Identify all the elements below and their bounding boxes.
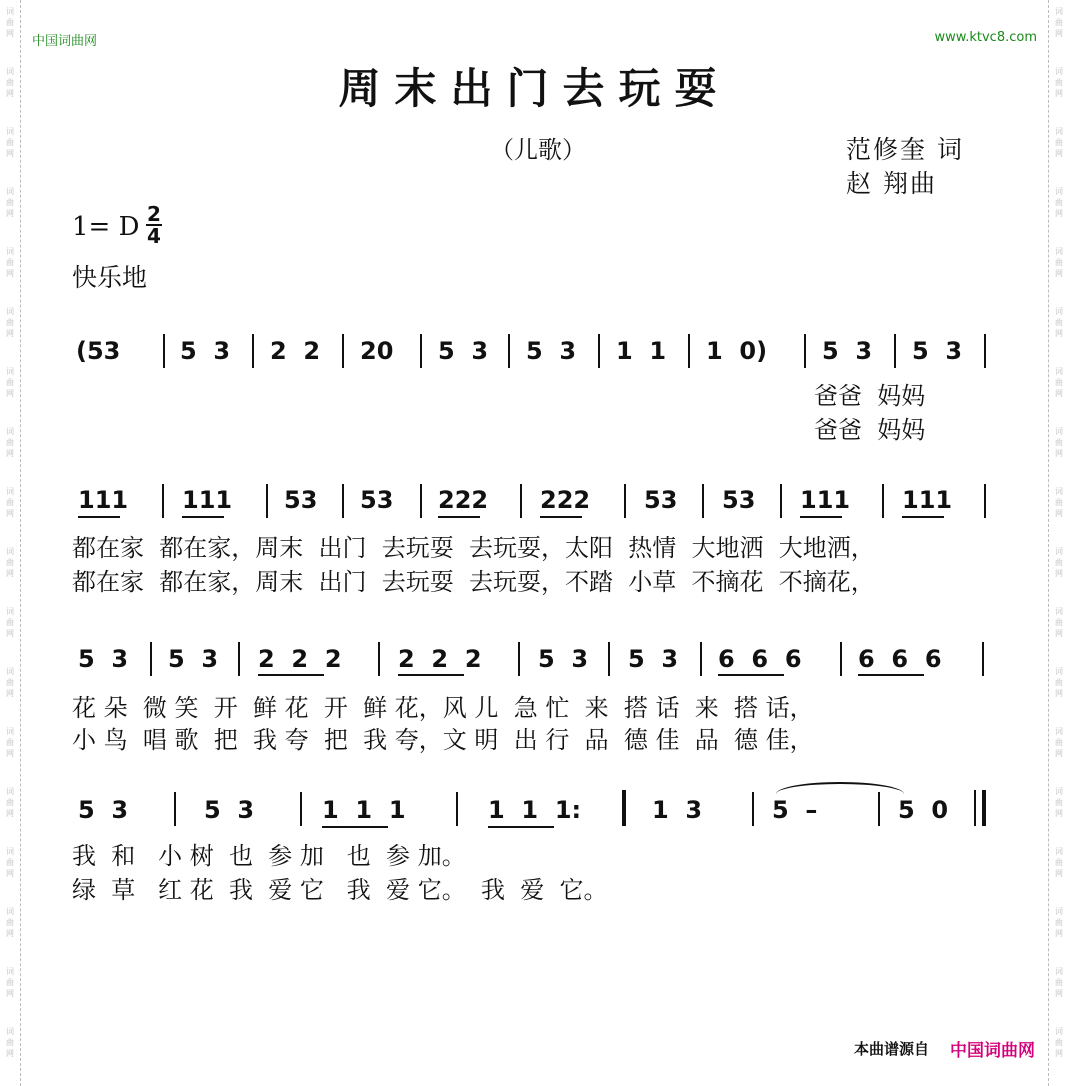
watermark-text: 词曲网 (1055, 487, 1063, 518)
measure-note: 5 0 (898, 796, 949, 824)
composer-credit: 赵 翔曲 (846, 169, 937, 198)
measure-note: 5 3 (168, 645, 219, 673)
measure-note: 6 6 6 (718, 645, 802, 673)
site-name-left[interactable]: 中国词曲网 (32, 34, 98, 49)
lyric-verse-1: 我 和 小 树 也 参 加 也 参 加。 (72, 842, 466, 870)
measure-note: 222 (540, 486, 591, 514)
lyric-verse-1: 花 朵 微 笑 开 鲜 花 开 鲜 花，风 儿 急 忙 来 搭 话 来 搭 话， (72, 694, 814, 722)
eighth-underline (718, 674, 784, 676)
measure-note: 1 1 1: (488, 796, 582, 824)
watermark-text: 词曲网 (1055, 607, 1063, 638)
watermark-text: 词曲网 (1055, 727, 1063, 758)
lyricist-credit: 范修奎 词 (846, 135, 964, 164)
watermark-text: 词曲网 (1055, 427, 1063, 458)
watermark-text: 词曲网 (6, 607, 14, 638)
final-barline-thin (974, 790, 976, 826)
watermark-text: 词曲网 (1055, 667, 1063, 698)
measure-note: 20 (360, 337, 394, 365)
measure-note: 5 3 (822, 337, 873, 365)
measure-note: 222 (438, 486, 489, 514)
watermark-text: 词曲网 (1055, 127, 1063, 158)
measure-note: 53 (644, 486, 678, 514)
watermark-text: 词曲网 (6, 907, 14, 938)
watermark-text: 词曲网 (6, 427, 14, 458)
bar-line (700, 642, 702, 676)
watermark-text: 词曲网 (1055, 187, 1063, 218)
watermark-text: 词曲网 (1055, 67, 1063, 98)
bar-line (518, 642, 520, 676)
watermark-text: 词曲网 (6, 67, 14, 98)
bar-line (420, 334, 422, 368)
bar-line (508, 334, 510, 368)
eighth-underline (322, 826, 388, 828)
bar-line (984, 484, 986, 518)
watermark-text: 词曲网 (6, 367, 14, 398)
measure-note: 1 1 (616, 337, 667, 365)
bar-line (984, 334, 986, 368)
tie-arc (776, 782, 904, 794)
bar-line (520, 484, 522, 518)
bar-line (598, 334, 600, 368)
measure-note: 2 2 2 (398, 645, 482, 673)
watermark-text: 词曲网 (1055, 907, 1063, 938)
measure-note: 5 3 (78, 796, 129, 824)
measure-note: 5 3 (628, 645, 679, 673)
bar-line (882, 484, 884, 518)
song-genre: （儿歌） (490, 136, 586, 164)
lyric-verse-2: 小 鸟 唱 歌 把 我 夸 把 我 夸，文 明 出 行 品 德 佳 品 德 佳， (72, 726, 814, 754)
measure-note: 5 3 (78, 645, 129, 673)
watermark-text: 词曲网 (6, 847, 14, 878)
watermark-text: 词曲网 (6, 307, 14, 338)
measure-note: 111 (800, 486, 851, 514)
site-url-right[interactable]: www.ktvc8.com (934, 30, 1037, 45)
bar-line (378, 642, 380, 676)
measure-note: 1 3 (652, 796, 703, 824)
bar-line (878, 792, 880, 826)
bar-line (342, 484, 344, 518)
bar-line (300, 792, 302, 826)
measure-note: 2 2 (270, 337, 321, 365)
watermark-text: 词曲网 (1055, 1027, 1063, 1058)
bar-line (420, 484, 422, 518)
source-site-link[interactable]: 中国词曲网 (950, 1041, 1035, 1061)
key-signature: 1= D (72, 212, 140, 242)
bar-line (780, 484, 782, 518)
bar-line (342, 334, 344, 368)
eighth-underline (858, 674, 924, 676)
eighth-underline (540, 516, 582, 518)
bar-line (624, 484, 626, 518)
repeat-end-barline (622, 790, 626, 826)
bar-line (238, 642, 240, 676)
watermark-text: 词曲网 (6, 667, 14, 698)
watermark-text: 词曲网 (1055, 967, 1063, 998)
watermark-text: 词曲网 (6, 1027, 14, 1058)
watermark-text: 词曲网 (6, 967, 14, 998)
bar-line (840, 642, 842, 676)
eighth-underline (800, 516, 842, 518)
measure-note: 5 3 (912, 337, 963, 365)
bar-line (608, 642, 610, 676)
measure-note: 5 3 (438, 337, 489, 365)
measure-note: 5 3 (180, 337, 231, 365)
lyric-verse-1: 都在家 都在家，周末 出门 去玩耍 去玩耍，太阳 热情 大地洒 大地洒， (72, 534, 875, 562)
bar-line (702, 484, 704, 518)
song-title: 周末出门去玩耍 (338, 64, 731, 113)
measure-note: 5 3 (204, 796, 255, 824)
measure-note: (53 (76, 337, 121, 365)
lyric-verse-2: 爸爸 妈妈 (814, 416, 926, 444)
bar-line (252, 334, 254, 368)
watermark-text: 词曲网 (6, 127, 14, 158)
bar-line (163, 334, 165, 368)
bar-line (752, 792, 754, 826)
watermark-text: 词曲网 (6, 487, 14, 518)
watermark-text: 词曲网 (6, 187, 14, 218)
watermark-text: 词曲网 (6, 727, 14, 758)
bar-line (162, 484, 164, 518)
measure-note: 1 1 1 (322, 796, 406, 824)
watermark-text: 词曲网 (1055, 787, 1063, 818)
lyric-verse-2: 绿 草 红 花 我 爱 它 我 爱 它。 我 爱 它。 (72, 876, 608, 904)
eighth-underline (398, 674, 464, 676)
measure-note: 53 (360, 486, 394, 514)
measure-note: 53 (284, 486, 318, 514)
eighth-underline (78, 516, 120, 518)
measure-note: 5 3 (526, 337, 577, 365)
tempo-marking: 快乐地 (72, 263, 148, 292)
time-signature-bottom: 4 (147, 224, 161, 248)
lyric-verse-1: 爸爸 妈妈 (814, 382, 926, 410)
measure-note: 5 3 (538, 645, 589, 673)
bar-line (688, 334, 690, 368)
measure-note: 5 – (772, 796, 818, 824)
watermark-text: 词曲网 (6, 547, 14, 578)
bar-line (456, 792, 458, 826)
bar-line (804, 334, 806, 368)
watermark-text: 词曲网 (1055, 307, 1063, 338)
watermark-text: 词曲网 (6, 247, 14, 278)
measure-note: 6 6 6 (858, 645, 942, 673)
eighth-underline (438, 516, 480, 518)
watermark-text: 词曲网 (1055, 847, 1063, 878)
eighth-underline (902, 516, 944, 518)
watermark-text: 词曲网 (1055, 7, 1063, 38)
measure-note: 111 (902, 486, 953, 514)
eighth-underline (488, 826, 554, 828)
eighth-underline (182, 516, 224, 518)
measure-note: 111 (78, 486, 129, 514)
bar-line (174, 792, 176, 826)
watermark-text: 词曲网 (6, 787, 14, 818)
watermark-text: 词曲网 (6, 7, 14, 38)
time-signature-top: 2 (147, 202, 161, 226)
bar-line (982, 642, 984, 676)
lyric-verse-2: 都在家 都在家，周末 出门 去玩耍 去玩耍，不踏 小草 不摘花 不摘花， (72, 568, 875, 596)
measure-note: 111 (182, 486, 233, 514)
measure-note: 1 0) (706, 337, 768, 365)
measure-note: 2 2 2 (258, 645, 342, 673)
watermark-text: 词曲网 (1055, 247, 1063, 278)
final-barline-thick (982, 790, 986, 826)
time-signature (146, 204, 162, 246)
source-label: 本曲谱源自 (853, 1040, 929, 1058)
bar-line (150, 642, 152, 676)
bar-line (894, 334, 896, 368)
watermark-text: 词曲网 (1055, 547, 1063, 578)
bar-line (266, 484, 268, 518)
measure-note: 53 (722, 486, 756, 514)
watermark-text: 词曲网 (1055, 367, 1063, 398)
eighth-underline (258, 674, 324, 676)
